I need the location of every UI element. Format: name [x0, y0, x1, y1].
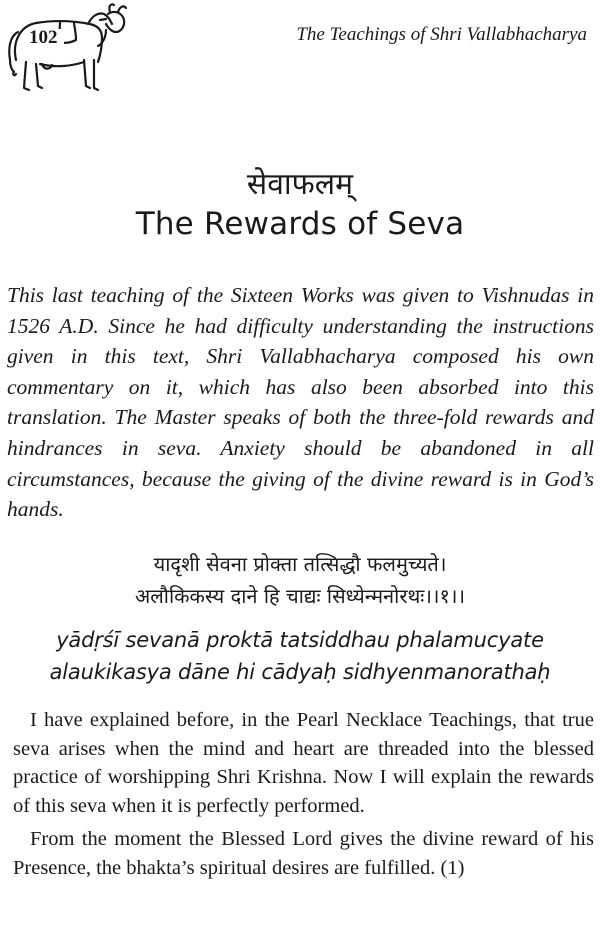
body-paragraph: I have explained before, in the Pearl Necklace Teachings, that true seva arises when the mind and heart are threaded into the blessed practice of worshipping Shri Krishna. Now I will explain the rewards of this seva when it is perfectly performed.	[13, 709, 594, 818]
intro-paragraph: This last teaching of the Sixteen Works was given to Vishnudas in 1526 A.D. Since he had difficulty understanding the instructions given in this text, Shri Vallabhacharya composed his own commentary on it, which has also been absorbed into this translation. The Master speaks of both the three-fold rewards and hindrances in seva. Anxiety should be abandoned in all circumstances, because the giving of the divine reward is in God’s hands.	[7, 283, 594, 522]
sanskrit-verse-line: अलौकिकस्य दाने हि चाद्यः सिध्येन्मनोरथः।।१।।	[134, 584, 466, 608]
chapter-title: The Rewards of Seva	[135, 206, 465, 242]
chapter-title-sanskrit: सेवाफलम्	[246, 167, 354, 202]
page-header	[0, 0, 600, 100]
body-paragraph: From the moment the Blessed Lord gives the divine reward of his Presence, the bhakta’s spiritual desires are fulfilled. (1)	[13, 828, 594, 879]
page-number: 102	[29, 27, 58, 48]
sanskrit-verse-line: यादृशी सेवना प्रोक्ता तत्सिद्धौ फलमुच्यते।	[153, 552, 447, 576]
cow-icon	[2, 2, 130, 96]
running-title: The Teachings of Shri Vallabhacharya	[296, 24, 587, 45]
transliteration-line: yādṛśī sevanā proktā tatsiddhau phalamucyate	[56, 628, 544, 652]
transliteration-line: alaukikasya dāne hi cādyaḥ sidhyenmanorathaḥ	[49, 660, 551, 684]
